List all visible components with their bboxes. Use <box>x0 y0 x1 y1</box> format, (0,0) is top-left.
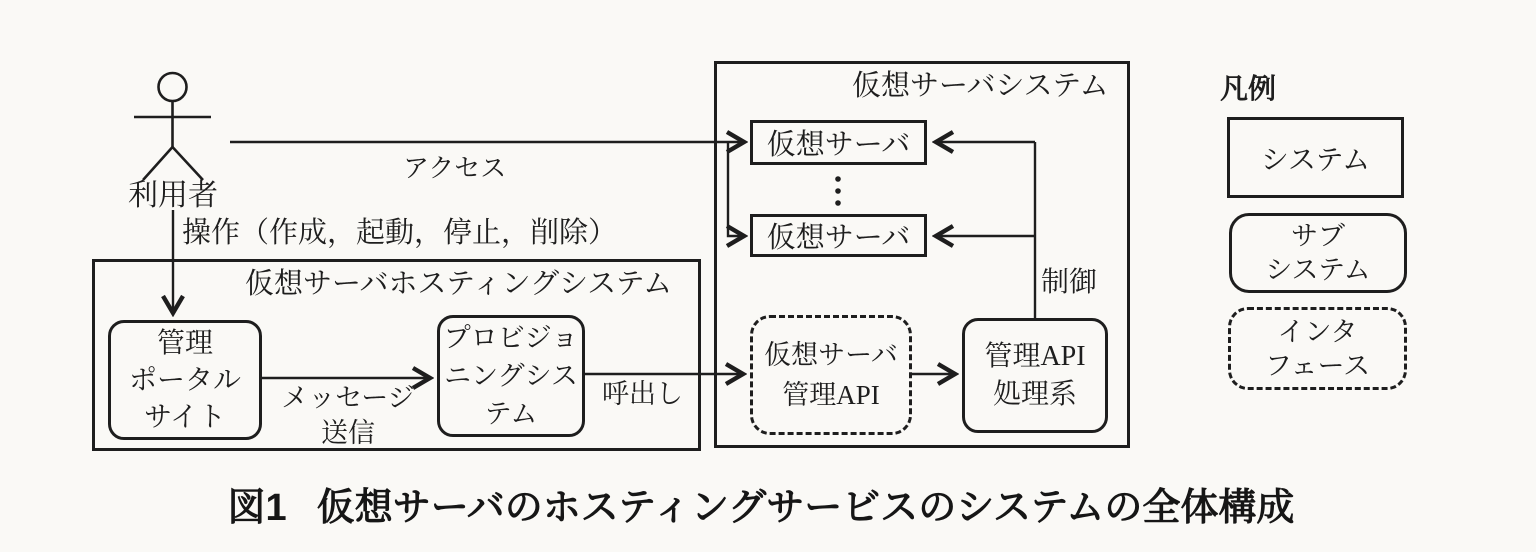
management-portal-box <box>108 320 262 440</box>
user-actor-icon <box>134 73 211 180</box>
vserver-management-api-label-line2: 管理API <box>782 380 880 410</box>
operation-label: 操作（作成，起動，停止，削除） <box>182 217 618 249</box>
vserver-management-api-label-line1: 仮想サーバ <box>764 340 898 370</box>
control-label: 制御 <box>1041 267 1098 298</box>
provisioning-label-line1: プロビジョ <box>443 323 579 353</box>
virtual-server-top-label: 仮想サーバ <box>766 129 911 161</box>
legend-subsystem-label-line2: システム <box>1265 255 1371 285</box>
access-label: アクセス <box>403 154 507 183</box>
legend-interface-label-line1: インタ <box>1277 316 1358 347</box>
legend-system-label: システム <box>1260 144 1371 176</box>
management-portal-label-line1: 管理 <box>156 327 213 359</box>
api-processor-label-line2: 処理系 <box>992 378 1077 410</box>
figure-caption-text: 仮想サーバのホスティングサービスのシステムの全体構成 <box>316 487 1295 529</box>
management-portal-label-line2: ポータル <box>128 364 241 396</box>
message-label-line1: メッセージ <box>281 383 415 413</box>
legend-interface-box <box>1228 307 1407 390</box>
message-label <box>275 381 421 451</box>
call-label: 呼出し <box>602 379 683 409</box>
hosting-system-title: 仮想サーバホスティングシステム <box>245 268 673 300</box>
virtual-server-system-title: 仮想サーバシステム <box>852 70 1109 102</box>
legend-interface-label-line2: フェース <box>1264 350 1371 381</box>
figure-caption-number: 図1 <box>227 487 287 529</box>
management-portal-label-line3: サイト <box>143 401 227 433</box>
legend-subsystem-box <box>1229 213 1407 293</box>
vserver-management-api-box <box>750 315 912 435</box>
message-label-line2: 送信 <box>321 418 375 448</box>
user-actor-label: 利用者 <box>128 179 218 212</box>
virtual-server-top-box <box>750 120 927 165</box>
legend-title: 凡例 <box>1220 73 1277 104</box>
api-processor-label-line1: 管理API <box>984 340 1086 372</box>
figure-caption <box>0 476 1522 531</box>
provisioning-label-line3: テム <box>484 399 538 429</box>
virtual-server-bottom-label: 仮想サーバ <box>766 222 911 254</box>
provisioning-system-box <box>437 315 585 437</box>
virtual-server-bottom-box <box>750 214 927 257</box>
api-processor-box <box>962 318 1108 433</box>
provisioning-label-line2: ニングシス <box>444 361 578 391</box>
legend-subsystem-label-line1: サブ <box>1291 221 1345 251</box>
legend-system-box <box>1227 117 1404 198</box>
